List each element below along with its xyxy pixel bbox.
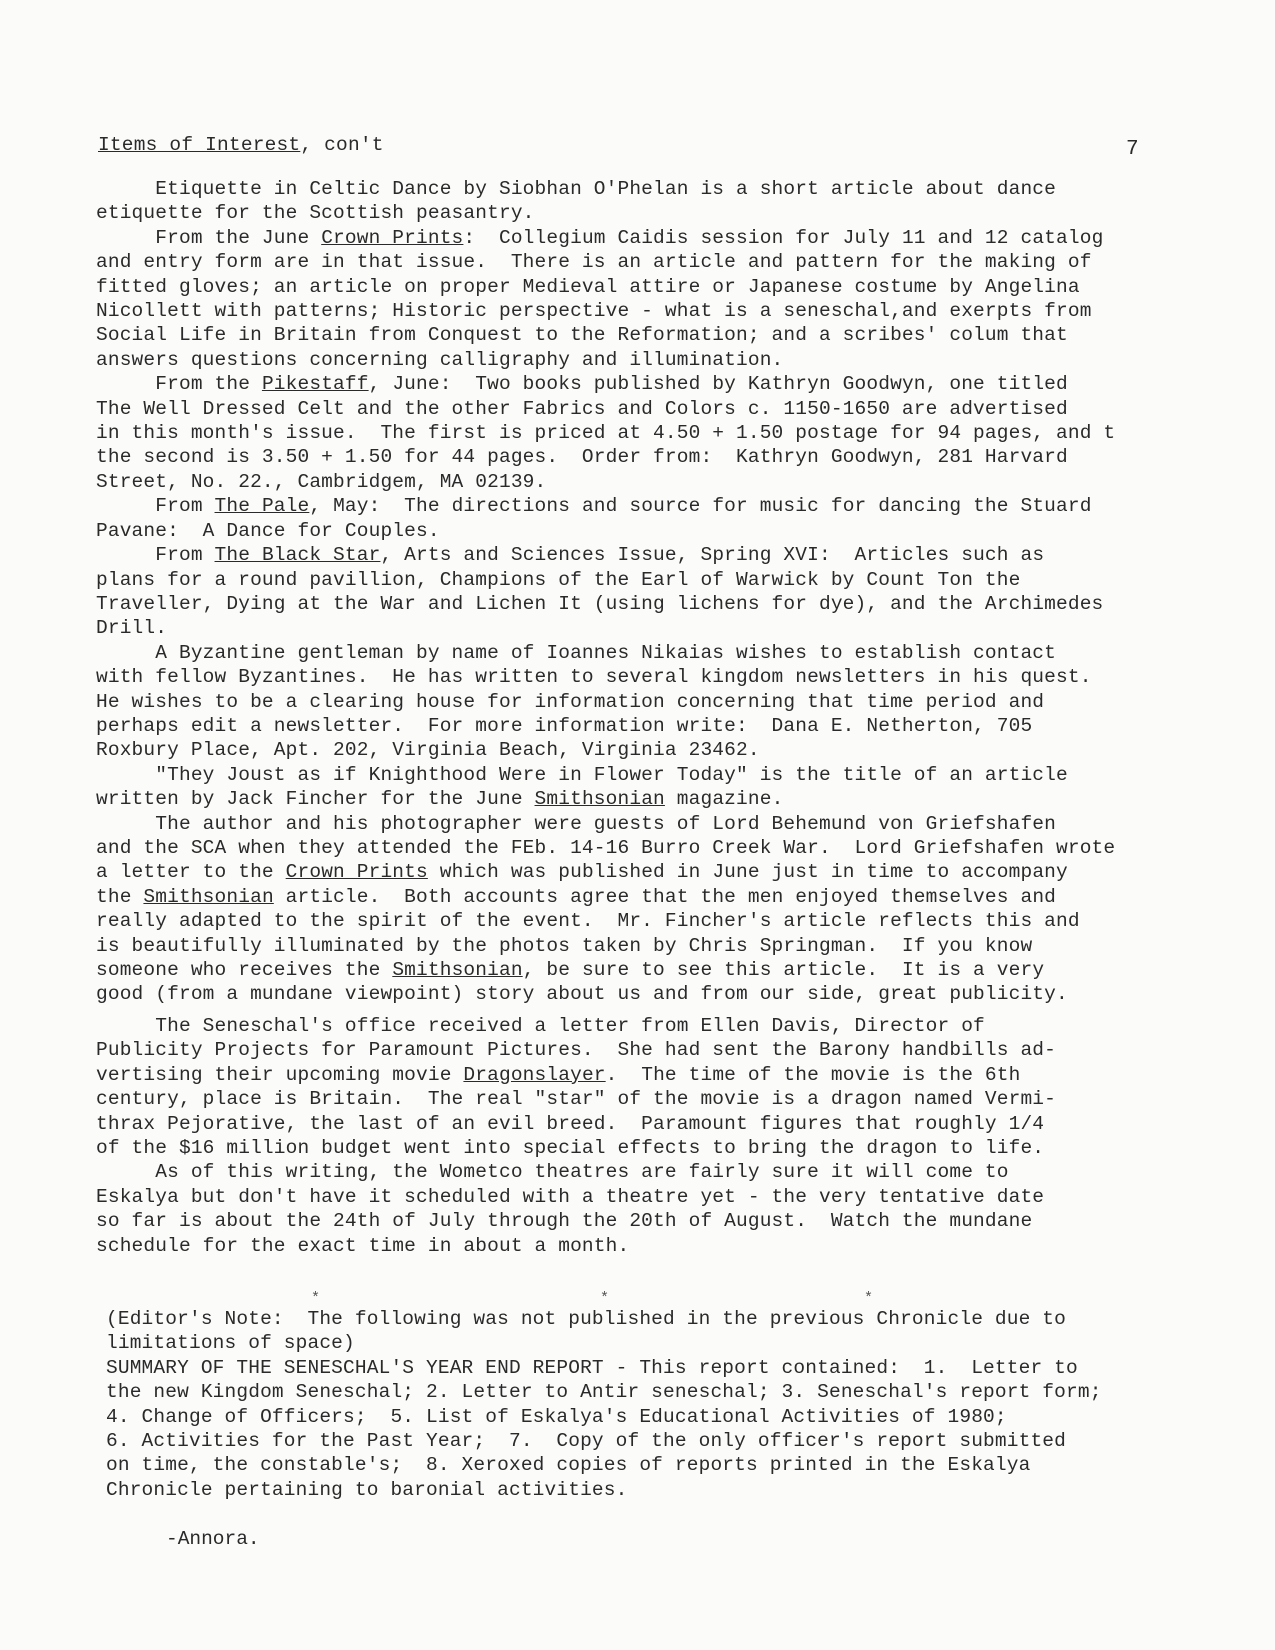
year-end-report-section (106, 1307, 1166, 1502)
text-line (96, 445, 1156, 469)
line-text: , June: Two books published by Kathryn Goodwyn, one titled (368, 373, 1068, 396)
text-line (96, 1185, 1156, 1209)
line-text: , be sure to see this article. It is a very (522, 959, 1045, 981)
line-text: From the (96, 373, 262, 396)
line-text: Publicity Projects for Paramount Pictures. She had sent the Barony handbills ad- (96, 1039, 1057, 1062)
text-line (96, 323, 1156, 347)
line-text: : Collegium Caidis session for July 11 and 12 catalog (463, 226, 1104, 249)
text-line (96, 275, 1156, 299)
line-text: in this month's issue. The first is priced at 4.50 + 1.50 postage for 94 pages, and t (96, 422, 1116, 445)
line-text: on time, the constable's; 8. Xeroxed copies of reports printed in the Eskalya (106, 1454, 1031, 1477)
line-text: . The time of the movie is the 6th (605, 1063, 1021, 1086)
underlined-title: The Black Star (214, 544, 381, 567)
text-line (96, 763, 1156, 787)
text-line (106, 1356, 1166, 1380)
line-text: really adapted to the spirit of the event. Mr. Fincher's article reflects this and (96, 910, 1080, 933)
underlined-title: Pikestaff (261, 373, 369, 396)
line-text: a letter to the (96, 861, 286, 884)
line-text: The author and his photographer were guests of Lord Behemund von Griefshafen (96, 812, 1057, 835)
line-text: (Editor's Note: The following was not published in the previous Chronicle due to (106, 1308, 1067, 1330)
text-line (96, 568, 1156, 592)
line-text: SUMMARY OF THE SENESCHAL'S YEAR END REPORT - This report contained: 1. Letter to (106, 1356, 1078, 1379)
text-line (96, 421, 1156, 445)
line-text: limitations of space) (106, 1332, 355, 1355)
text-line (96, 641, 1156, 665)
text-line (96, 860, 1156, 884)
line-text: article. Both accounts agree that the men enjoyed themselves and (273, 885, 1057, 908)
text-line (106, 1429, 1166, 1453)
line-text: etiquette for the Scottish peasantry. (96, 202, 535, 225)
text-line (96, 543, 1156, 567)
line-text: From (96, 495, 215, 518)
heading-continued: , con't (300, 134, 384, 156)
text-line (96, 714, 1156, 738)
text-line (96, 958, 1156, 982)
text-line (96, 982, 1156, 1006)
line-text: , May: The directions and source for music for dancing the Stuard (309, 495, 1092, 518)
items-of-interest-section (96, 177, 1156, 1007)
line-text: Chronicle pertaining to baronial activities. (106, 1478, 628, 1501)
underlined-title: Crown Prints (321, 226, 464, 249)
line-text: is beautifully illuminated by the photos taken by Chris Springman. If you know (96, 934, 1033, 957)
line-text: He wishes to be a clearing house for information concerning that time period and (96, 690, 1045, 713)
line-text: written by Jack Fincher for the June (96, 788, 535, 811)
text-line (96, 1136, 1156, 1160)
line-text: Social Life in Britain from Conquest to the Reformation; and a scribes' colum that (96, 324, 1068, 347)
text-line (96, 1160, 1156, 1184)
line-text: so far is about the 24th of July through the 20th of August. Watch the mundane (96, 1210, 1033, 1233)
line-text: plans for a round pavillion, Champions of the Earl of Warwick by Count Ton the (96, 568, 1021, 591)
text-line (96, 616, 1156, 640)
line-text: the second is 3.50 + 1.50 for 44 pages. Order from: Kathryn Goodwyn, 281 Harvard (96, 446, 1068, 469)
line-text: As of this writing, the Wometco theatres are fairly sure it will come to (96, 1161, 1009, 1184)
separator-star: * (864, 1290, 874, 1307)
text-line (96, 397, 1156, 421)
page-heading (98, 134, 384, 156)
line-text: From the June (96, 226, 322, 249)
underlined-title: The Pale (214, 495, 310, 518)
line-text: Pavane: A Dance for Couples. (96, 519, 440, 542)
text-line (106, 1380, 1166, 1404)
line-text: Eskalya but don't have it scheduled with a theatre yet - the very tentative date (96, 1185, 1045, 1208)
line-text: , Arts and Sciences Issue, Spring XVI: Articles such as (380, 544, 1045, 567)
text-line (96, 787, 1156, 811)
line-text: vertising their upcoming movie (96, 1063, 464, 1086)
line-text: fitted gloves; an article on proper Medieval attire or Japanese costume by Angelina (96, 275, 1080, 298)
underlined-title: Crown Prints (285, 861, 428, 884)
line-text: Street, No. 22., Cambridgem, MA 02139. (96, 470, 547, 493)
dragonslayer-section (96, 1014, 1156, 1258)
text-line (96, 177, 1156, 201)
underlined-title: Dragonslayer (463, 1063, 606, 1086)
underlined-title: Smithsonian (392, 959, 523, 981)
line-text: A Byzantine gentleman by name of Ioannes Nikaias wishes to establish contact (96, 641, 1057, 664)
line-text: The Seneschal's office received a letter from Ellen Davis, Director of (96, 1015, 985, 1037)
line-text: of the $16 million budget went into special effects to bring the dragon to life. (96, 1137, 1045, 1160)
line-text: Drill. (96, 617, 168, 640)
line-text: someone who receives the (96, 959, 393, 981)
line-text: Roxbury Place, Apt. 202, Virginia Beach, Virginia 23462. (96, 739, 760, 762)
text-line (96, 665, 1156, 689)
text-line (106, 1331, 1166, 1355)
line-text: which was published in June just in time to accompany (427, 861, 1068, 884)
line-text: thrax Pejorative, the last of an evil breed. Paramount figures that roughly 1/4 (96, 1112, 1045, 1135)
text-line (96, 519, 1156, 543)
separator-star: * (600, 1290, 610, 1307)
signature: -Annora. (166, 1528, 260, 1550)
text-line (96, 836, 1156, 860)
line-text: good (from a mundane viewpoint) story about us and from our side, great publicity. (96, 983, 1068, 1006)
line-text: answers questions concerning calligraphy and illumination. (96, 348, 784, 371)
text-line (96, 494, 1156, 518)
text-line (96, 1087, 1156, 1111)
line-text: magazine. (664, 788, 784, 811)
text-line (96, 1038, 1156, 1062)
text-line (96, 299, 1156, 323)
line-text: the (96, 885, 144, 908)
text-line (96, 934, 1156, 958)
text-line (96, 1209, 1156, 1233)
text-line (96, 470, 1156, 494)
line-text: Etiquette in Celtic Dance by Siobhan O'Phelan is a short article about dance (96, 178, 1057, 200)
line-text: and the SCA when they attended the FEb. 14-16 Burro Creek War. Lord Griefshafen wrote (96, 836, 1116, 859)
line-text: 6. Activities for the Past Year; 7. Copy of the only officer's report submitted (106, 1430, 1067, 1453)
page-header (98, 134, 1138, 164)
line-text: "They Joust as if Knighthood Were in Flower Today" is the title of an article (96, 763, 1068, 786)
underlined-title: Smithsonian (534, 788, 665, 811)
heading-title: Items of Interest (98, 134, 301, 156)
text-line (96, 1234, 1156, 1258)
line-text: the new Kingdom Seneschal; 2. Letter to Antir seneschal; 3. Seneschal's report form; (106, 1381, 1102, 1404)
line-text: and entry form are in that issue. There is an article and pattern for the making of (96, 251, 1092, 274)
text-line (106, 1307, 1166, 1331)
line-text: Traveller, Dying at the War and Lichen It (using lichens for dye), and the Archimedes (96, 592, 1104, 615)
line-text: 4. Change of Officers; 5. List of Eskalya's Educational Activities of 1980; (106, 1405, 1007, 1428)
line-text: Nicollett with patterns; Historic perspective - what is a seneschal,and exerpts from (96, 300, 1092, 323)
text-line (96, 690, 1156, 714)
text-line (96, 1063, 1156, 1087)
text-line (106, 1478, 1166, 1502)
text-line (96, 1014, 1156, 1038)
text-line (96, 250, 1156, 274)
text-line (96, 372, 1156, 396)
line-text: From (96, 544, 215, 567)
line-text: century, place is Britain. The real "star" of the movie is a dragon named Vermi- (96, 1088, 1057, 1111)
text-line (106, 1405, 1166, 1429)
text-line (96, 812, 1156, 836)
text-line (96, 738, 1156, 762)
text-line (106, 1453, 1166, 1477)
text-line (96, 348, 1156, 372)
text-line (96, 226, 1156, 250)
page-number: 7 (1126, 138, 1139, 161)
text-line (96, 201, 1156, 225)
line-text: The Well Dressed Celt and the other Fabrics and Colors c. 1150-1650 are advertised (96, 397, 1068, 420)
line-text: schedule for the exact time in about a month. (96, 1234, 630, 1257)
text-line (96, 592, 1156, 616)
line-text: perhaps edit a newsletter. For more information write: Dana E. Netherton, 705 (96, 714, 1033, 737)
text-line (96, 885, 1156, 909)
separator-star: * (311, 1290, 321, 1307)
line-text: with fellow Byzantines. He has written to several kingdom newsletters in his quest. (96, 666, 1092, 689)
text-line (96, 1112, 1156, 1136)
text-line (96, 909, 1156, 933)
underlined-title: Smithsonian (143, 885, 274, 908)
